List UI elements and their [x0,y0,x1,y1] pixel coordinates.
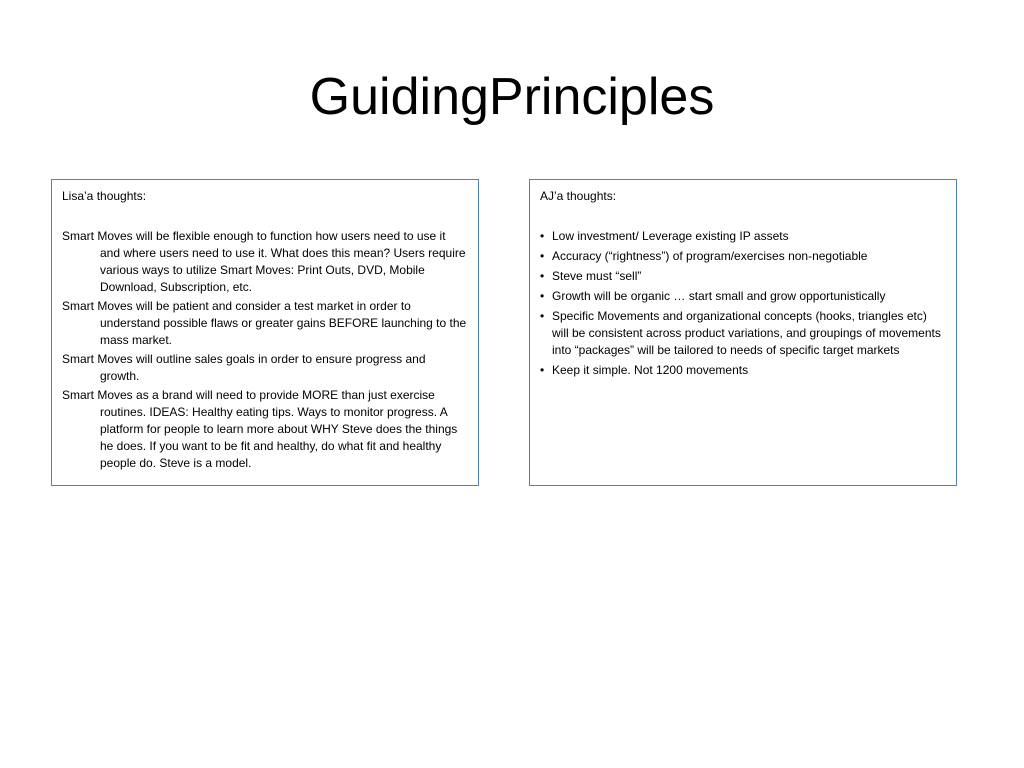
lisa-thoughts-heading: Lisa’a thoughts: [62,189,147,203]
aj-bullet-text: Keep it simple. Not 1200 movements [552,363,749,377]
bullet-icon: • [540,249,545,263]
aj-bullet-text: Specific Movements and organizational concepts (hooks, triangles etc) will be consistent across product variations, and groupings of movements into “packages” will be tailored to needs of specific target markets [552,309,941,357]
lisa-paragraph-test-market: Smart Moves will be patient and consider a test market in order to understand possible flaws or greater gains BEFORE launching to the mass market. [62,299,467,347]
aj-bullet-text: Low investment/ Leverage existing IP assets [552,229,789,243]
aj-bullet-item [540,228,946,245]
aj-bullet-item [540,308,946,359]
aj-bullet-text: Accuracy (“rightness”) of program/exercises non-negotiable [552,249,868,263]
aj-thoughts-box [529,179,957,486]
aj-bullet-item [540,288,946,305]
slide-title: GuidingPrinciples [309,68,715,126]
bullet-icon: • [540,309,545,323]
aj-bullet-text: Steve must “sell” [552,269,642,283]
bullet-icon: • [540,289,545,303]
aj-bullet-item [540,248,946,265]
bullet-icon: • [540,229,545,243]
bullet-icon: • [540,363,545,377]
aj-bullet-item [540,268,946,285]
aj-bullet-list [540,228,946,379]
lisa-paragraph-brand: Smart Moves as a brand will need to provide MORE than just exercise routines. IDEAS: Healthy eating tips. Ways to monitor progress. A platform for people to learn more about WHY Steve does the things he does. If you want to be fit and healthy, do what fit and healthy people do. Steve is a model. [62,388,458,470]
lisa-thoughts-box [51,179,479,486]
lisa-paragraph-sales-goals: Smart Moves will outline sales goals in order to ensure progress and growth. [62,352,426,383]
bullet-icon: • [540,269,545,283]
lisa-paragraph-flexible: Smart Moves will be flexible enough to function how users need to use it and where users need to use it. What does this mean? Users require various ways to utilize Smart Moves: Print Outs, DVD, Mobile Download, Subscription, etc. [62,229,466,294]
aj-thoughts-heading: AJ’a thoughts: [540,189,617,203]
aj-bullet-item [540,362,946,379]
aj-bullet-text: Growth will be organic … start small and grow opportunistically [552,289,886,303]
